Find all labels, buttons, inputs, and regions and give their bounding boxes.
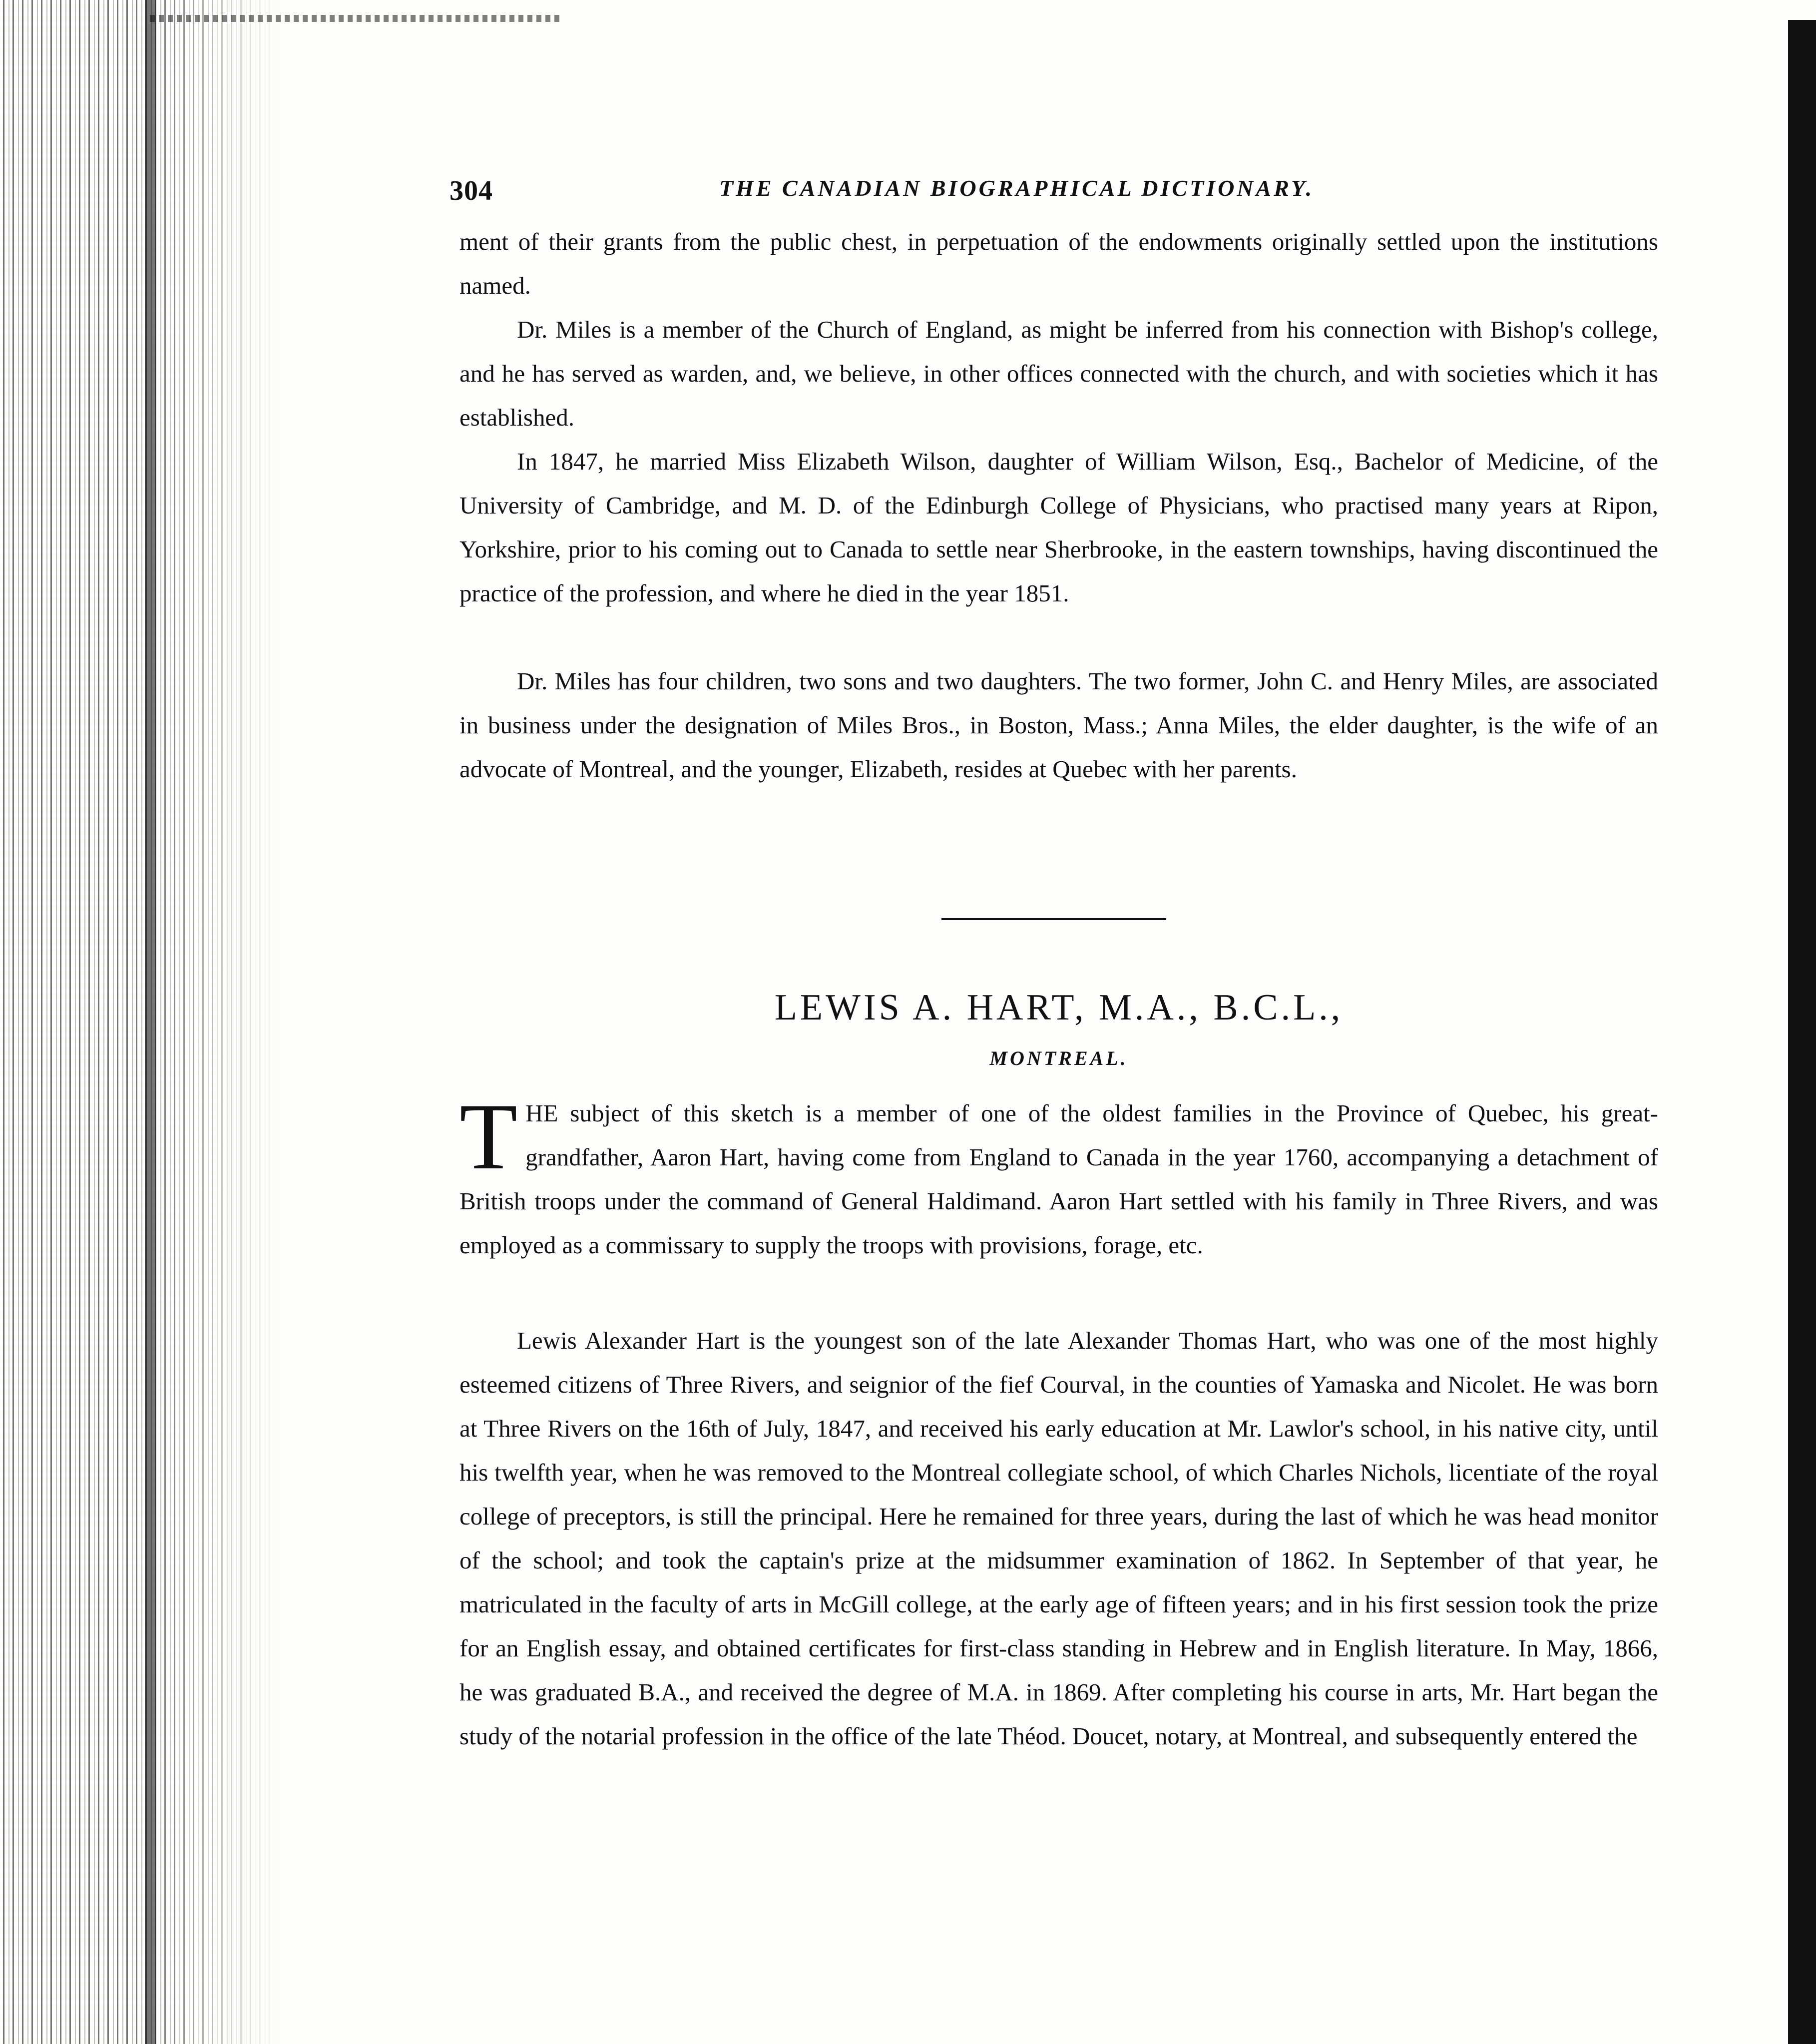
- right-page-edge: [1788, 20, 1816, 2044]
- body-paragraph: Dr. Miles is a member of the Church of England, as might be inferred from his connection with Bishop's college, and he has served as warden, and, we believe, in other offices connected with the church, and with societies which it has established.: [459, 316, 1658, 431]
- running-head-title: THE CANADIAN BIOGRAPHICAL DICTIONARY.: [719, 175, 1315, 201]
- entry-heading-name: LEWIS A. HART, M.A., B.C.L.,: [774, 987, 1344, 1028]
- body-paragraph: Lewis Alexander Hart is the youngest son of the late Alexander Thomas Hart, who was one of the most highly esteemed citizens of Three Rivers, and seignior of the fief Courval, in the counties of Yamaska and Nicolet. He was born at Three Rivers on the 16th of July, 1847, and received his early education at Mr. Lawlor's school, in his native city, until his twelfth year, when he was removed to the Montreal collegiate school, of which Charles Nichols, licentiate of the royal college of preceptors, is still the principal. Here he remained for three years, during the last of which he was head monitor of the school; and took the captain's prize at the midsummer examination of 1862. In September of that year, he matriculated in the faculty of arts in McGill college, at the early age of fifteen years; and in his first session took the prize for an English essay, and obtained certificates for first-class standing in Hebrew and in English literature. In May, 1866, he was graduated B.A., and received the degree of M.A. in 1869. After completing his course in arts, Mr. Hart began the study of the notarial profession in the office of the late Théod. Doucet, notary, at Montreal, and subsequently entered the: [459, 1327, 1658, 1750]
- binding-shadow: [145, 0, 156, 2044]
- entry-heading-place: MONTREAL.: [989, 1047, 1128, 1069]
- body-paragraph: In 1847, he married Miss Elizabeth Wilson, daughter of William Wilson, Esq., Bachelor of Medicine, of the University of Cambridge, and M. D. of the Edinburgh College of Physicians, who practised many years at Ripon, Yorkshire, prior to his coming out to Canada to settle near Sherbrooke, in the eastern townships, having discontinued the practice of the profession, and where he died in the year 1851.: [459, 448, 1658, 607]
- running-head: [450, 175, 1668, 215]
- top-edge-smudge: [150, 15, 559, 22]
- body-paragraph: Dr. Miles has four children, two sons and two daughters. The two former, John C. and Henry Miles, are associated in business under the designation of Miles Bros., in Boston, Mass.; Anna Miles, the elder daughter, is the wife of an advocate of Montreal, and the younger, Elizabeth, resides at Quebec with her parents.: [459, 667, 1658, 783]
- entry-first-paragraph-text: HE subject of this sketch is a member of one of the oldest families in the Province of Quebec, his great-grandfather, Aaron Hart, having come from England to Canada in the year 1760, accompanying a detachment of British troops under the command of General Haldimand. Aaron Hart settled with his family in Three Rivers, and was employed as a commissary to supply the troops with provisions, forage, etc.: [459, 1099, 1658, 1259]
- binding-edge-scan-artifact: [0, 0, 280, 2044]
- page-number: 304: [450, 175, 493, 206]
- entry-first-paragraph: [459, 1084, 1658, 1267]
- drop-cap: T: [459, 1084, 518, 1189]
- section-divider-rule: [941, 918, 1166, 920]
- body-paragraph: ment of their grants from the public chest, in perpetuation of the endowments originally settled upon the institutions named.: [459, 228, 1658, 299]
